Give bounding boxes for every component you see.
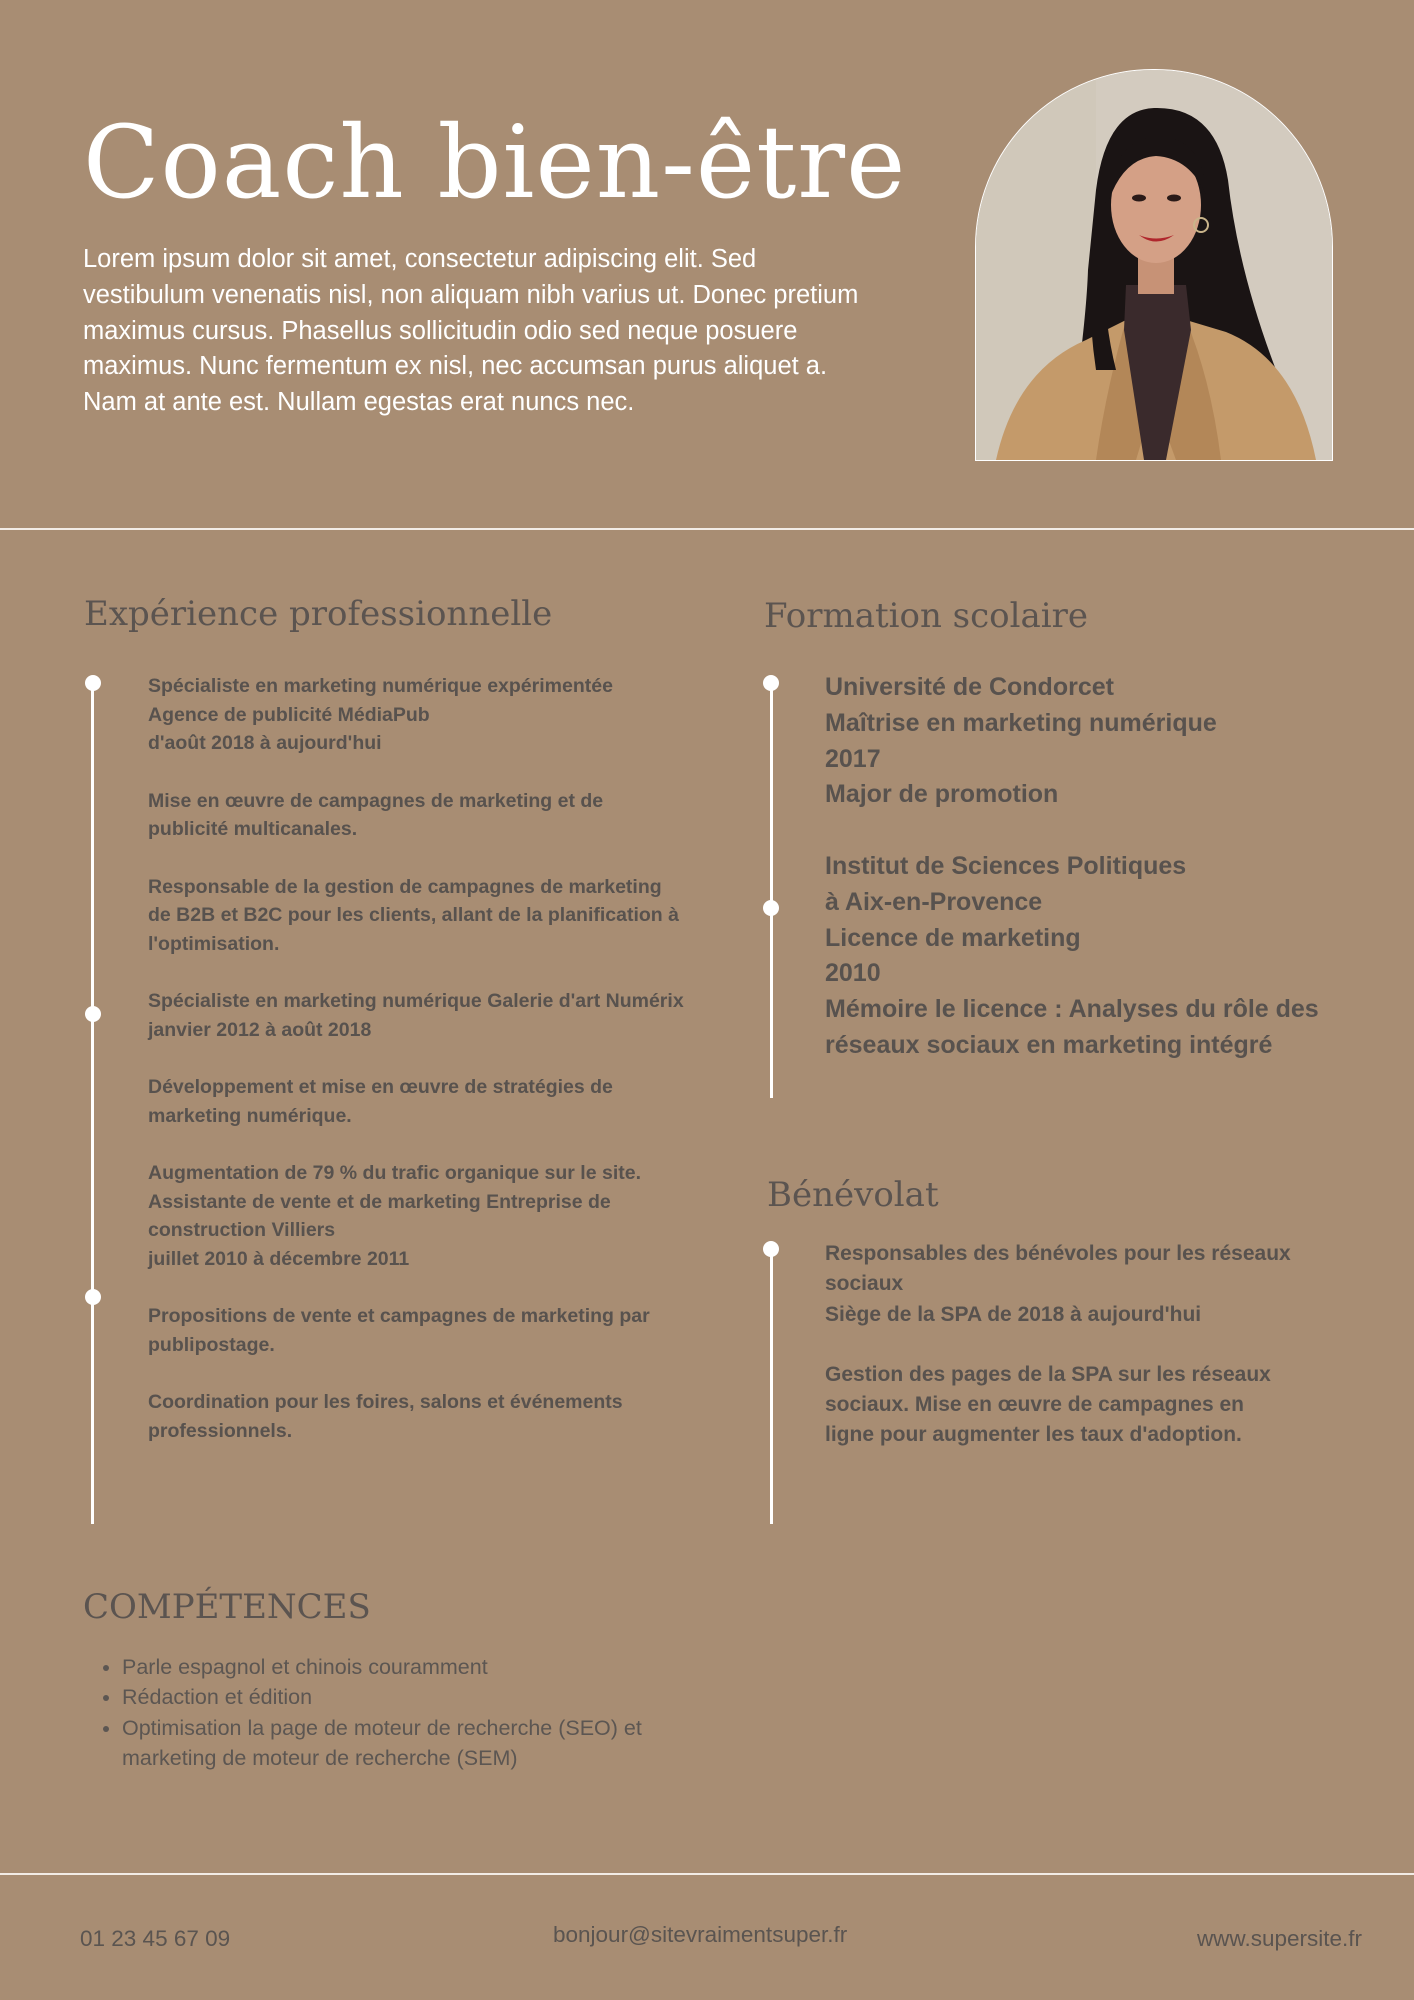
education-list xyxy=(825,670,1325,1100)
experience-title: Expérience professionnelle xyxy=(84,594,553,634)
education-timeline-line xyxy=(770,680,773,1098)
experience-paragraph xyxy=(148,672,688,758)
experience-line: Augmentation de 79 % du trafic organique sur le site. xyxy=(148,1161,642,1184)
education-line: Institut de Sciences Politiques xyxy=(825,851,1187,880)
volunteering-timeline-line xyxy=(770,1250,773,1524)
experience-line: Propositions de vente et campagnes de marketing par publipostage. xyxy=(148,1305,650,1356)
education-timeline-dot xyxy=(763,675,779,691)
education-line: Mémoire le licence : Analyses du rôle des réseaux sociaux en marketing intégré xyxy=(825,995,1319,1059)
experience-timeline-dot xyxy=(85,1289,101,1305)
experience-timeline-dot xyxy=(85,675,101,691)
footer-phone: 01 23 45 67 09 xyxy=(80,1926,231,1951)
experience-line: Spécialiste en marketing numérique expérimentée xyxy=(148,675,613,697)
volunteering-line: Siège de la SPA de 2018 à aujourd'hui xyxy=(825,1302,1202,1326)
education-title: Formation scolaire xyxy=(764,596,1089,636)
skills-title: COMPÉTENCES xyxy=(83,1587,371,1627)
education-line: 2017 xyxy=(825,744,881,773)
education-paragraph xyxy=(825,849,1325,1064)
volunteering-line: Gestion des pages de la SPA sur les réseaux sociaux. Mise en œuvre de campagnes en ligne pour augmenter les taux d'adoption. xyxy=(825,1362,1271,1447)
experience-line: Développement et mise en œuvre de stratégies de marketing numérique. xyxy=(148,1076,613,1127)
experience-line: juillet 2010 à décembre 2011 xyxy=(148,1248,410,1271)
education-line: Maîtrise en marketing numérique xyxy=(825,708,1217,737)
profile-photo xyxy=(975,69,1333,461)
footer-email: bonjour@sitevraimentsuper.fr xyxy=(553,1922,848,1947)
footer-divider xyxy=(0,1873,1414,1875)
page-title: Coach bien-être xyxy=(83,104,907,221)
experience-paragraph xyxy=(148,873,688,959)
experience-timeline-line xyxy=(91,680,94,1524)
volunteering-title: Bénévolat xyxy=(767,1175,939,1215)
volunteering-timeline-dot xyxy=(763,1241,779,1257)
experience-line: Agence de publicité MédiaPub xyxy=(148,703,430,726)
education-line: à Aix-en-Provence xyxy=(825,887,1043,916)
experience-paragraph xyxy=(148,1073,688,1130)
footer-website: www.supersite.fr xyxy=(1196,1926,1362,1951)
experience-line: Responsable de la gestion de campagnes de marketing de B2B et B2C pour les clients, allant de la planification à l'optimisation. xyxy=(148,875,679,955)
volunteering-line: Responsables des bénévoles pour les réseaux sociaux xyxy=(825,1242,1291,1296)
header-divider xyxy=(0,528,1414,530)
skill-item: • Optimisation la page de moteur de recherche (SEO) et marketing de moteur de recherche (SEM) xyxy=(122,1713,742,1774)
education-line: Licence de marketing xyxy=(825,923,1081,952)
experience-line: Mise en œuvre de campagnes de marketing et de publicité multicanales. xyxy=(148,789,604,841)
skill-item: • Parle espagnol et chinois couramment xyxy=(122,1652,742,1682)
experience-line: Spécialiste en marketing numérique Galerie d'art Numérix xyxy=(148,990,684,1013)
experience-line: Coordination pour les foires, salons et événements professionnels. xyxy=(148,1391,623,1442)
intro-paragraph: Lorem ipsum dolor sit amet, consectetur adipiscing elit. Sed vestibulum venenatis nisl, non aliquam nibh varius ut. Donec pretium maximus cursus. Phasellus sollicitudin odio sed neque posuere maximus. Nunc fermentum ex nisl, nec accumsan purus aliquet a. Nam at ante est. Nullam egestas erat nuncs nec. xyxy=(83,245,859,417)
education-line: 2010 xyxy=(825,959,881,988)
experience-paragraph xyxy=(148,1388,688,1445)
education-line: Université de Condorcet xyxy=(825,673,1114,701)
experience-list xyxy=(148,672,688,1474)
skill-item: • Rédaction et édition xyxy=(122,1682,742,1712)
experience-paragraph xyxy=(148,787,688,844)
experience-paragraph xyxy=(148,1159,688,1274)
volunteering-list xyxy=(825,1239,1295,1481)
skills-list xyxy=(84,1652,742,1773)
experience-line: Assistante de vente et de marketing Entreprise de construction Villiers xyxy=(148,1190,611,1242)
education-line: Major de promotion xyxy=(825,780,1059,809)
volunteering-paragraph xyxy=(825,1360,1295,1451)
volunteering-paragraph xyxy=(825,1239,1295,1330)
education-paragraph xyxy=(825,670,1325,813)
experience-line: d'août 2018 à aujourd'hui xyxy=(148,732,382,755)
experience-paragraph xyxy=(148,987,688,1044)
experience-timeline-dot xyxy=(85,1006,101,1022)
portrait-image xyxy=(976,70,1332,460)
experience-line: janvier 2012 à août 2018 xyxy=(148,1018,372,1041)
education-timeline-dot xyxy=(763,900,779,916)
experience-paragraph xyxy=(148,1302,688,1359)
